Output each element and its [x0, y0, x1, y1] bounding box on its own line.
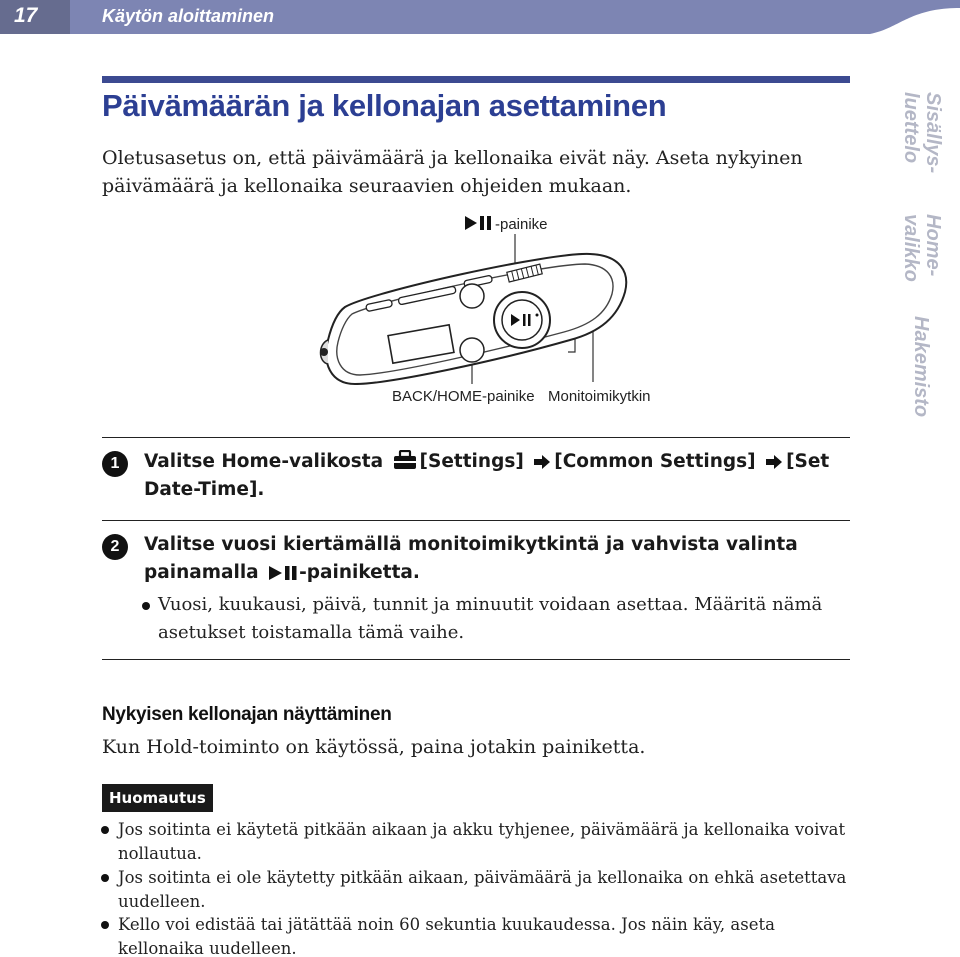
- page-number: 17: [14, 4, 38, 27]
- title-rule: [102, 76, 850, 83]
- step-1-text-a: Valitse Home-valikosta: [144, 451, 384, 472]
- side-link-table-of-contents[interactable]: Sisällys- luettelo: [900, 92, 944, 174]
- bullet-icon: [101, 874, 109, 882]
- side-link-index[interactable]: Hakemisto: [910, 316, 932, 418]
- step-1-text-d: [Set Date-Time].: [144, 451, 830, 500]
- step-2-text-a: Valitse vuosi kiertämällä monitoimikytkintä ja vahvista valinta painamalla: [144, 534, 798, 583]
- toolbox-icon: [393, 450, 417, 470]
- divider: [102, 659, 850, 660]
- note-item: [118, 866, 853, 914]
- note-item: [118, 913, 853, 957]
- step-2: [102, 531, 842, 589]
- play-pause-icon: [269, 565, 299, 581]
- note-item-text: Kello voi edistää tai jätättää noin 60 sekuntia kuukaudessa. Jos näin käy, aseta kellonaika uudelleen.: [118, 915, 775, 957]
- page-header: [0, 0, 960, 34]
- side-link-home-menu[interactable]: Home- valikko: [900, 214, 944, 282]
- step-2-text: [144, 531, 844, 587]
- note-badge: Huomautus: [102, 784, 213, 812]
- step-number: 2: [102, 534, 128, 560]
- clock-text: Kun Hold-toiminto on käytössä, paina jotakin painiketta.: [102, 736, 646, 758]
- page-title: Päivämäärän ja kellonajan asettaminen: [102, 88, 667, 123]
- note-item: [118, 818, 853, 866]
- divider: [102, 437, 850, 438]
- step-2-bullet-text: Vuosi, kuukausi, päivä, tunnit ja minuutit voidaan asettaa. Määritä nämä asetukset toistamalla tämä vaihe.: [158, 594, 823, 643]
- bullet-icon: [101, 826, 109, 834]
- step-1-text-c: [Common Settings]: [554, 451, 756, 472]
- arrow-right-icon: [765, 454, 783, 470]
- shuttle-switch-label: Monitoimikytkin: [548, 388, 651, 405]
- step-1-text-b: [Settings]: [419, 451, 524, 472]
- clock-heading: Nykyisen kellonajan näyttäminen: [102, 704, 392, 725]
- player-drawing: [300, 212, 700, 417]
- arrow-right-icon: [533, 454, 551, 470]
- step-2-bullet: [158, 591, 858, 647]
- note-item-text: Jos soitinta ei käytetä pitkään aikaan ja akku tyhjenee, päivämäärä ja kellonaika voivat nollautua.: [118, 820, 846, 863]
- bullet-icon: [101, 921, 109, 929]
- step-number: 1: [102, 451, 128, 477]
- section-title: Käytön aloittaminen: [102, 6, 275, 26]
- divider: [102, 520, 850, 521]
- side-navigation: [898, 92, 944, 418]
- intro-paragraph: Oletusasetus on, että päivämäärä ja kellonaika eivät näy. Aseta nykyinen päivämäärä ja kellonaika seuraavien ohjeiden mukaan.: [102, 147, 803, 197]
- step-1-text: [144, 448, 844, 504]
- bullet-icon: [142, 602, 150, 610]
- note-item-text: Jos soitinta ei ole käytetty pitkään aikaan, päivämäärä ja kellonaika on ehkä asetettava uudelleen.: [118, 868, 847, 911]
- play-label-text: -painike: [495, 216, 548, 233]
- play-pause-icon: [465, 216, 495, 230]
- play-button-label: [465, 216, 548, 233]
- step-1: [102, 448, 842, 506]
- back-home-button-label: BACK/HOME-painike: [392, 388, 535, 405]
- device-illustration: [300, 212, 700, 417]
- step-2-text-b: -painiketta.: [299, 562, 420, 583]
